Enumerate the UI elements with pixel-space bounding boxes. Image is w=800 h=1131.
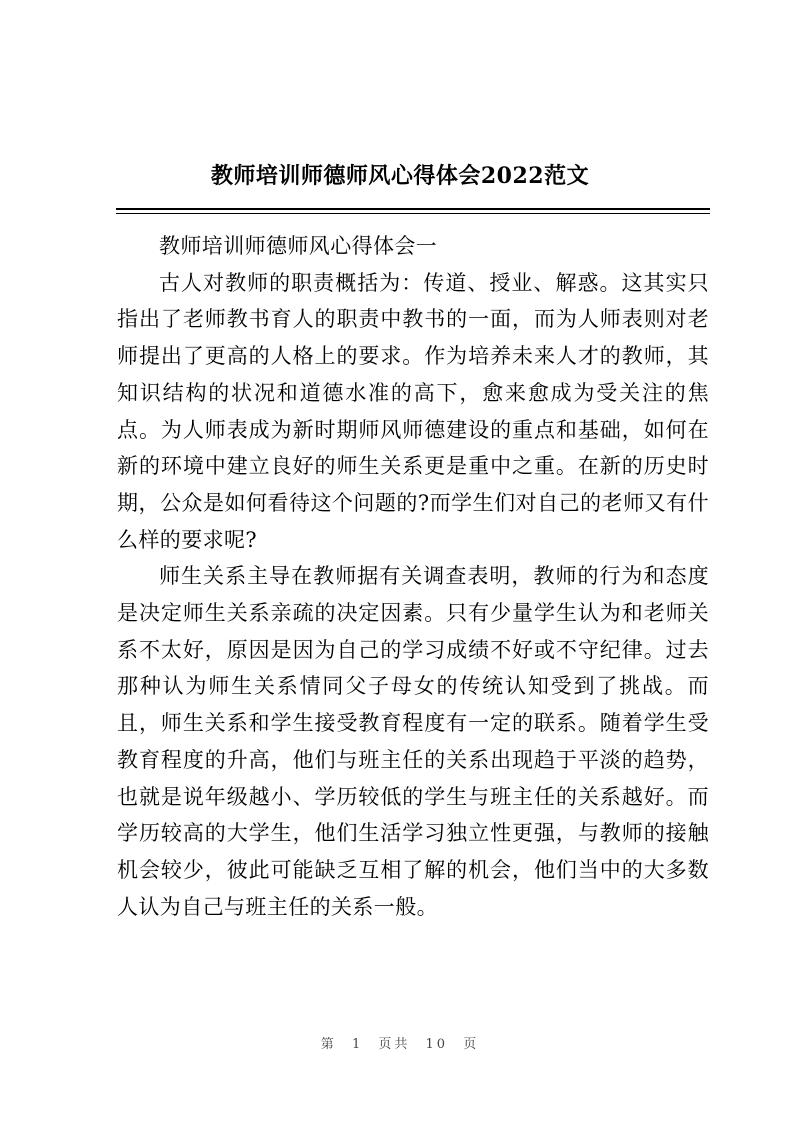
footer-prefix: 第	[320, 1037, 337, 1052]
footer-current-page: 1	[351, 1037, 364, 1052]
paragraph-1: 古人对教师的职责概括为：传道、授业、解惑。这其实只指出了老师教书育人的职责中教书的一面，而为人师表则对老师提出了更高的人格上的要求。作为培养未来人才的教师，其知识结构的状况和道德水准的高下，愈来愈成为受关注的焦点。为人师表成为新时期师风师德建设的重点和基础，如何在新的环境中建立良好的师生关系更是重中之重。在新的历史时期，公众是如何看待这个问题的?而学生们对自己的老师又有什么样的要求呢?	[117, 270, 709, 552]
document-body	[117, 228, 709, 925]
title-underline-thin	[116, 213, 710, 214]
footer-middle: 页共	[378, 1037, 411, 1052]
title-underline-thick	[116, 208, 710, 210]
footer-suffix: 页	[463, 1037, 480, 1052]
document-title: 教师培训师德师风心得体会2022范文	[210, 163, 590, 189]
footer-total-pages: 10	[425, 1037, 449, 1052]
page-footer	[0, 1033, 800, 1052]
paragraph-2: 师生关系主导在教师据有关调查表明，教师的行为和态度是决定师生关系亲疏的决定因素。只有少量学生认为和老师关系不太好，原因是因为自己的学习成绩不好或不守纪律。过去那种认为师生关系情同父子母女的传统认知受到了挑战。而且，师生关系和学生接受教育程度有一定的联系。随着学生受教育程度的升高，他们与班主任的关系出现趋于平淡的趋势，也就是说年级越小、学历较低的学生与班主任的关系越好。而学历较高的大学生，他们生活学习独立性更强，与教师的接触机会较少，彼此可能缺乏互相了解的机会，他们当中的大多数人认为自己与班主任的关系一般。	[117, 564, 709, 919]
section-heading: 教师培训师德师风心得体会一	[159, 234, 438, 258]
